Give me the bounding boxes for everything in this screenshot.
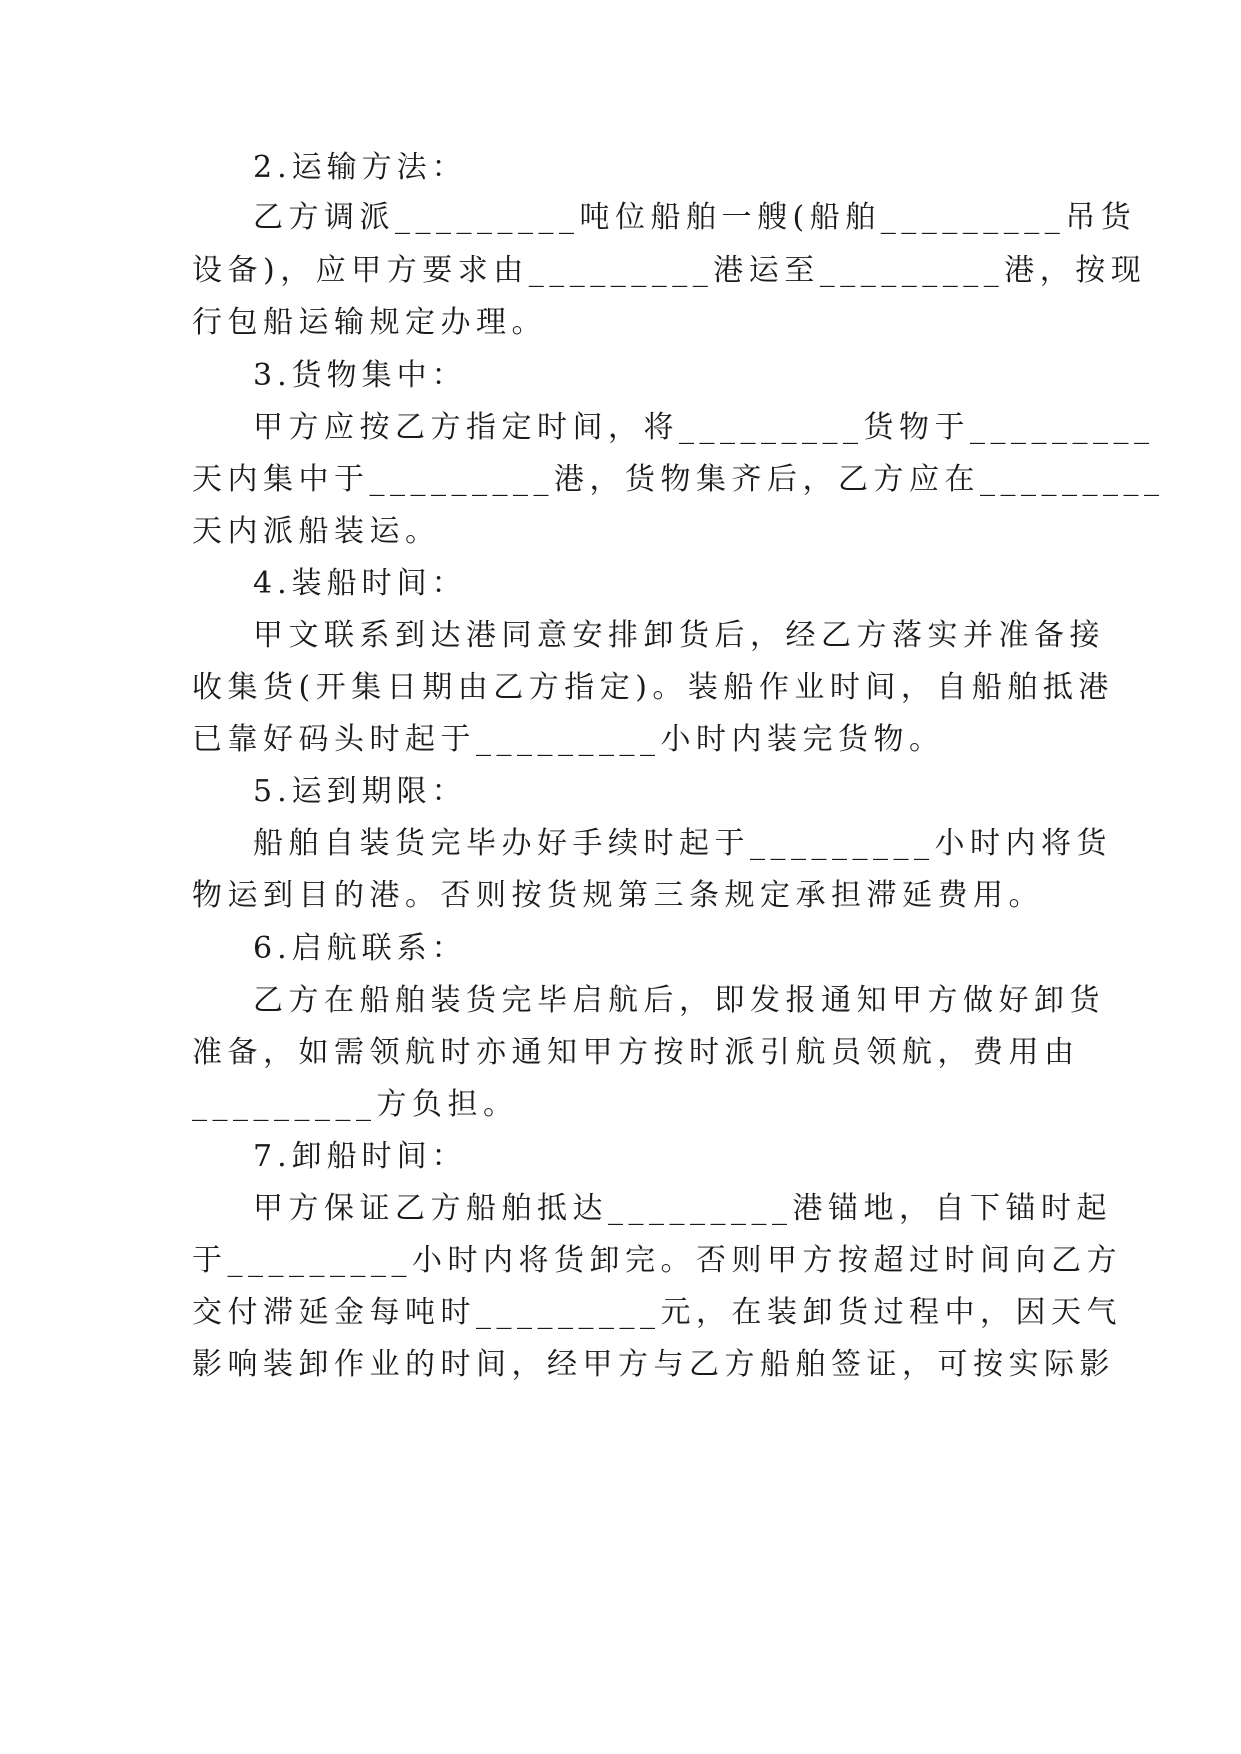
paragraph-line: 交付滞延金每吨时_________元，在装卸货过程中，因天气 — [192, 1295, 1122, 1330]
paragraph-line: 设备)，应甲方要求由_________港运至_________港，按现 — [192, 253, 1147, 288]
paragraph-line: 乙方在船舶装货完毕启航后，即发报通知甲方做好卸货 — [253, 983, 1105, 1018]
paragraph-line: 甲方保证乙方船舶抵达_________港锚地，自下锚时起 — [253, 1191, 1112, 1226]
section-heading-loading-time: 4.装船时间： — [253, 566, 467, 601]
section-heading-delivery-deadline: 5.运到期限： — [253, 774, 467, 809]
section-heading-departure-contact: 6.启航联系： — [253, 931, 467, 966]
paragraph-line: 已靠好码头时起于_________小时内装完货物。 — [192, 722, 945, 757]
paragraph-line: 准备，如需领航时亦通知甲方按时派引航员领航，费用由 — [192, 1035, 1080, 1070]
paragraph-line: 行包船运输规定办理。 — [192, 305, 547, 340]
paragraph-line: 影响装卸作业的时间，经甲方与乙方船舶签证，可按实际影 — [192, 1347, 1115, 1382]
paragraph-line: 于_________小时内将货卸完。否则甲方按超过时间向乙方 — [192, 1243, 1122, 1278]
paragraph-line: _________方负担。 — [192, 1087, 519, 1122]
paragraph-line: 收集货(开集日期由乙方指定)。装船作业时间，自船舶抵港 — [192, 670, 1114, 705]
paragraph-line: 天内派船装运。 — [192, 514, 441, 549]
paragraph-line: 船舶自装货完毕办好手续时起于_________小时内将货 — [253, 826, 1112, 861]
paragraph-line: 乙方调派_________吨位船舶一艘(船舶_________吊货 — [253, 200, 1137, 235]
paragraph-line: 天内集中于_________港，货物集齐后，乙方应在_________ — [192, 462, 1165, 497]
paragraph-line: 甲文联系到达港同意安排卸货后，经乙方落实并准备接 — [253, 618, 1105, 653]
section-heading-transport-method: 2.运输方法： — [253, 150, 467, 185]
paragraph-line: 甲方应按乙方指定时间，将_________货物于_________ — [253, 410, 1155, 445]
section-heading-cargo-collection: 3.货物集中： — [253, 358, 467, 393]
section-heading-unloading-time: 7.卸船时间： — [253, 1139, 467, 1174]
paragraph-line: 物运到目的港。否则按货规第三条规定承担滞延费用。 — [192, 878, 1044, 913]
